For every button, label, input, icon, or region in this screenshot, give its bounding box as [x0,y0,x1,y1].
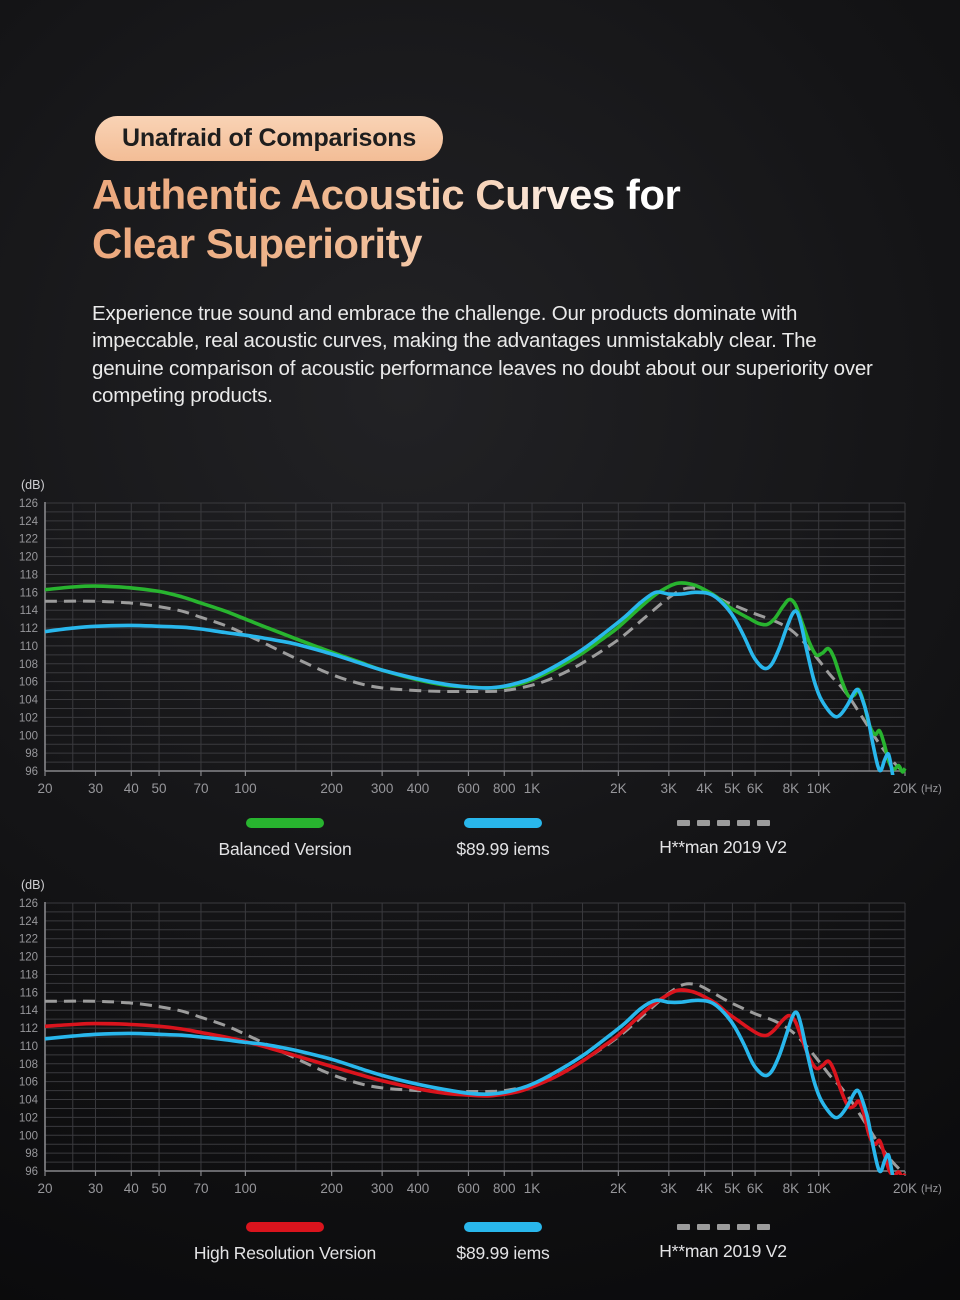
comparison-badge: Unafraid of Comparisons [95,116,443,161]
svg-text:20: 20 [37,781,53,796]
chart-1-legend [0,818,960,878]
svg-text:200: 200 [320,781,343,796]
legend-swatch-solid [464,818,542,828]
svg-text:400: 400 [406,1181,430,1196]
svg-text:70: 70 [193,781,209,796]
svg-text:126: 126 [18,898,38,910]
legend-swatch-dashed [603,1224,843,1230]
legend-swatch-solid [246,1222,324,1232]
svg-text:2K: 2K [610,781,627,796]
legend-item [165,818,405,860]
page-title-line2: Clear Superiority [92,220,422,267]
svg-text:106: 106 [18,676,38,689]
page-title-line1: Authentic Acoustic Curves for [92,171,681,218]
legend-item [603,818,843,858]
legend-swatch-solid [464,1222,542,1232]
svg-text:100: 100 [234,781,257,796]
y-axis-unit-label: (dB) [21,478,45,492]
svg-text:126: 126 [18,498,38,510]
svg-text:120: 120 [18,951,38,964]
svg-text:40: 40 [123,781,139,796]
svg-text:100: 100 [18,1130,38,1143]
svg-text:98: 98 [25,1148,38,1161]
legend-label: H**man 2019 V2 [659,1241,787,1261]
x-axis-unit-label: (Hz) [921,783,942,795]
svg-text:122: 122 [18,933,38,946]
svg-text:122: 122 [18,533,38,546]
intro-paragraph: Experience true sound and embrace the challenge. Our products dominate with impeccable, real acoustic curves, making the advantages unmistakably clear. The genuine comparison of acoustic performance leaves no doubt about our superiority over competing products. [92,302,873,408]
svg-text:600: 600 [457,781,480,796]
svg-text:300: 300 [370,1181,394,1196]
svg-text:98: 98 [25,748,38,761]
svg-text:5K: 5K [724,781,741,796]
svg-text:800: 800 [492,1181,516,1196]
svg-text:3K: 3K [660,781,678,796]
svg-text:70: 70 [193,1181,209,1196]
chart-1-svg [0,472,960,808]
svg-text:118: 118 [19,969,38,982]
page-title [92,170,732,268]
svg-text:20: 20 [37,1181,53,1196]
svg-text:800: 800 [492,781,516,796]
svg-text:4K: 4K [696,1181,713,1196]
svg-text:124: 124 [18,515,38,528]
y-axis-tick-labels [19,898,39,1178]
svg-text:108: 108 [18,1058,38,1071]
svg-text:400: 400 [406,781,430,796]
svg-text:120: 120 [18,551,38,564]
svg-text:116: 116 [19,987,38,1000]
svg-text:100: 100 [234,1181,257,1196]
svg-text:110: 110 [19,1040,38,1053]
svg-text:100: 100 [18,730,38,743]
svg-text:6K: 6K [746,1181,764,1196]
svg-text:108: 108 [18,658,38,671]
svg-text:102: 102 [18,712,38,725]
frequency-response-chart-high-resolution [0,872,960,1208]
legend-swatch-dashed [603,820,843,826]
svg-text:1K: 1K [523,781,541,796]
svg-text:600: 600 [457,1181,480,1196]
grid-lines [45,502,905,771]
legend-label: Balanced Version [218,839,352,859]
svg-text:104: 104 [18,1094,38,1107]
chart-2-svg [0,872,960,1208]
svg-text:10K: 10K [806,1181,831,1196]
svg-text:124: 124 [18,915,38,928]
svg-text:30: 30 [87,1181,103,1196]
svg-text:30: 30 [87,781,103,796]
legend-label: H**man 2019 V2 [659,837,787,857]
svg-text:106: 106 [18,1076,38,1089]
svg-text:114: 114 [19,1005,38,1018]
x-axis-unit-label: (Hz) [921,1183,942,1195]
svg-text:116: 116 [19,587,38,600]
legend-label: $89.99 iems [456,1243,550,1263]
svg-text:112: 112 [19,623,38,636]
series-high-resolution-version [45,990,905,1177]
y-axis-tick-labels [19,498,39,778]
series-balanced-version [45,583,905,772]
svg-text:200: 200 [320,1181,343,1196]
svg-text:6K: 6K [746,781,764,796]
legend-item [603,1222,843,1262]
svg-text:40: 40 [123,1181,139,1196]
legend-item [383,1222,623,1264]
svg-text:8K: 8K [782,1181,800,1196]
x-axis-tick-labels [37,771,917,796]
svg-text:112: 112 [19,1023,38,1036]
svg-text:5K: 5K [724,1181,741,1196]
series-89-99-iems [45,592,894,783]
chart-2-legend [0,1222,960,1282]
series-h-man-2019-v2 [45,984,905,1174]
frequency-response-chart-balanced [0,472,960,808]
svg-text:50: 50 [151,1181,167,1196]
svg-text:20K: 20K [892,781,918,796]
svg-text:300: 300 [370,781,394,796]
svg-text:104: 104 [18,694,38,707]
svg-text:10K: 10K [806,781,831,796]
svg-text:4K: 4K [696,781,713,796]
svg-text:8K: 8K [782,781,800,796]
svg-text:110: 110 [19,640,38,653]
svg-text:1K: 1K [523,1181,541,1196]
svg-text:96: 96 [25,1166,38,1178]
svg-text:3K: 3K [660,1181,678,1196]
legend-item [165,1222,405,1264]
svg-text:96: 96 [25,766,38,778]
legend-label: High Resolution Version [193,1243,377,1263]
legend-swatch-solid [246,818,324,828]
x-axis-tick-labels [37,1171,917,1196]
svg-text:114: 114 [19,605,38,618]
svg-text:50: 50 [151,781,167,796]
legend-item [383,818,623,860]
svg-text:2K: 2K [610,1181,627,1196]
y-axis-unit-label: (dB) [21,878,45,892]
svg-text:20K: 20K [892,1181,918,1196]
svg-text:102: 102 [18,1112,38,1125]
legend-label: $89.99 iems [456,839,550,859]
svg-text:118: 118 [19,569,38,582]
